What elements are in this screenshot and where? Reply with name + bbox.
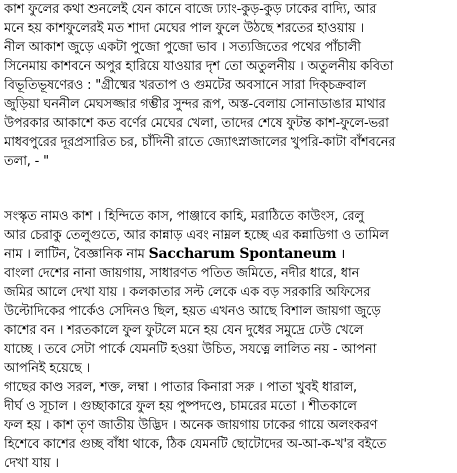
text-line: উল্টোদিকের পার্কেও সেদিনও ছিল, হয়ত এখনও আছে বিশাল জায়গা জুড়ে: [4, 304, 381, 319]
text-line: মনে হয় কাশফুলেরই মত শাদা মেঘের পাল ফুলে উঠছে শরতের হাওয়ায় ।: [4, 21, 364, 36]
text-line: আর চেরাকু তেলুগুতে, আর কান্নাড় এবং নাম্নল হচ্ছে এর কন্নাডিগা ও তামিল: [4, 228, 389, 243]
text-fragment: নাম । লাটিন, বৈজ্ঞানিক নাম: [4, 247, 149, 262]
text-line: ফল হয় । কাশ তৃণ জাতীয় উদ্ভিদ । অনেক জায়গায় ঢাকের গায়ে অলংকরণ: [4, 418, 378, 433]
paragraph-description: [4, 378, 454, 473]
text-line: [4, 245, 454, 264]
scientific-name: Saccharum Spontaneum: [148, 246, 337, 262]
text-line: উপরকার আকাশে কত বর্ণের মেঘের খেলা, তাদের শেষে ফুটন্ত কাশ-ফুলে-ভরা: [4, 116, 389, 131]
text-line: জমির আলে দেখা যায় । কলকাতার সল্ট লেকে এক বড় সরকারি অফিসের: [4, 285, 371, 300]
paragraph-names: [4, 207, 454, 264]
text-line: আপনিই হয়েছে ।: [4, 361, 90, 376]
text-line: নীল আকাশ জুড়ে একটা পুজো পুজো ভাব । সত্যজিতের পথের পাঁচালী: [4, 40, 361, 55]
text-line: দীর্ঘ ও সূচাল । গুচ্ছাকারে ফুল হয় পুষ্পদণ্ডে, চামরের মতো । শীতকালে: [4, 399, 357, 414]
text-line: সিনেমায় কাশবনে অপুর হারিয়ে যাওয়ার দৃশ তো অতুলনীয় । অতুলনীয় কবিতা: [4, 59, 394, 74]
text-line: দেখা যায় ।: [4, 456, 59, 471]
text-line: কাশ ফুলের কথা শুনলেই যেন কানে বাজে ঢ্যাং-কুড়-কুড় ঢাকের বাদ্যি, আর: [4, 2, 377, 17]
text-line: বাংলা দেশের নানা জায়গায়, সাধারণত পতিত জমিতে, নদীর ধারে, ধান: [4, 266, 360, 281]
text-line: তলা, - ": [4, 154, 49, 169]
paragraph-habitat: [4, 264, 454, 378]
text-line: হিশেবে কাশের গুচ্ছ বাঁধা থাকে, ঠিক যেমনটি ছোটোদের অ-আ-ক-খ'র বইতে: [4, 437, 387, 452]
text-line: কাশের বন । শরতকালে ফুল ফুটলে মনে হয় যেন দুধের সমুদ্রে ঢেউ খেলে: [4, 323, 364, 338]
text-line: জুড়িয়া ঘননীল মেঘসজ্জার গম্ভীর সুন্দর রূপ, অস্ত-বেলায় সোনাডাঙার মাথার: [4, 97, 386, 112]
text-line: যাচ্ছে । তবে সেটা পার্কে যেমনটি হওয়া উচিত, সযত্নে লালিত নয় - আপনা: [4, 342, 377, 357]
text-line: গাছের কাণ্ড সরল, শক্ত, লম্বা । পাতার কিনারা সরু । পাতা খুবই ধারাল,: [4, 380, 357, 395]
text-line: সংস্কৃত নামও কাশ । হিন্দিতে কাস, পাঞ্জাবে কাহি, মরাঠিতে কাউংস, রেলু: [4, 209, 364, 224]
text-line: মাধবপুরের দূরপ্রসারিত চর, চাঁদিনী রাতে জ্যোৎস্নাজালের খুপরি-কাটা বাঁশবনের: [4, 135, 396, 150]
paragraph-kashphul-intro: [4, 0, 454, 171]
text-line: বিভূতিভূষণেরও : "গ্রীষ্মের খরতাপ ও গুমটের অবসানে সারা দিক্চক্রবাল: [4, 78, 366, 93]
text-fragment: ।: [336, 247, 346, 262]
